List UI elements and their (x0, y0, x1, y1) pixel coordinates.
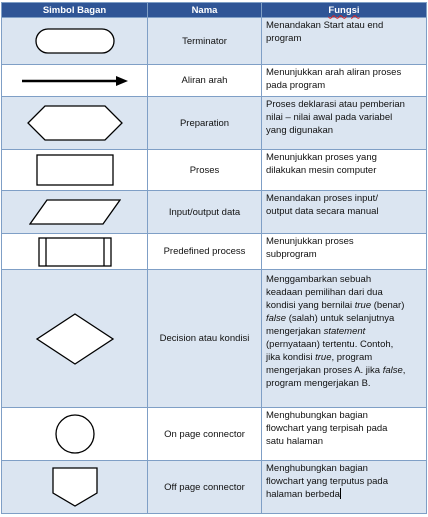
header-row (2, 3, 427, 18)
terminator-icon (2, 18, 148, 65)
predefined-process-icon (2, 234, 148, 270)
table-row (2, 461, 427, 514)
symbol-description: Menunjukkan arah aliran proses pada program (262, 65, 427, 97)
symbol-description: Menandakan proses input/ output data secara manual (262, 191, 427, 234)
header-name: Nama (148, 3, 262, 18)
header-symbol: Simbol Bagan (2, 3, 148, 18)
table-row (2, 234, 427, 270)
table-row (2, 270, 427, 408)
table-row (2, 191, 427, 234)
symbol-description: Menggambarkan sebuah keadaan pemilihan dari dua kondisi yang bernilai true (benar) false (salah) untuk selanjutnya mengerjakan statement (pernyataan) tertentu. Contoh, jika kondisi true, program mengerjakan proses A. jika false, program mengerjakan B. (262, 270, 427, 408)
table-row (2, 65, 427, 97)
arrow-icon (2, 65, 148, 97)
symbol-name: On page connector (148, 408, 262, 461)
symbol-description: Menunjukkan proses subprogram (262, 234, 427, 270)
table-row (2, 18, 427, 65)
pentagon-icon (2, 461, 148, 514)
symbol-description: Menghubungkan bagian flowchart yang terputus pada halaman berbeda (262, 461, 427, 514)
symbol-name: Predefined process (148, 234, 262, 270)
symbol-name: Proses (148, 150, 262, 191)
hexagon-icon (2, 97, 148, 150)
symbol-name: Preparation (148, 97, 262, 150)
flowchart-symbols-table (1, 2, 427, 514)
diamond-icon (2, 270, 148, 408)
table-row (2, 408, 427, 461)
table-row (2, 150, 427, 191)
symbol-name: Aliran arah (148, 65, 262, 97)
symbol-name: Input/output data (148, 191, 262, 234)
rectangle-icon (2, 150, 148, 191)
symbol-name: Off page connector (148, 461, 262, 514)
symbol-name: Decision atau kondisi (148, 270, 262, 408)
symbol-description: Proses deklarasi atau pemberian nilai – nilai awal pada variabel yang digunakan (262, 97, 427, 150)
header-function: Fungsi (262, 3, 427, 18)
symbol-description: Menghubungkan bagian flowchart yang terpisah pada satu halaman (262, 408, 427, 461)
symbol-name: Terminator (148, 18, 262, 65)
circle-icon (2, 408, 148, 461)
parallelogram-icon (2, 191, 148, 234)
symbol-description: Menandakan Start atau end program (262, 18, 427, 65)
symbol-description: Menunjukkan proses yang dilakukan mesin computer (262, 150, 427, 191)
text-cursor (340, 488, 341, 499)
table-row (2, 97, 427, 150)
